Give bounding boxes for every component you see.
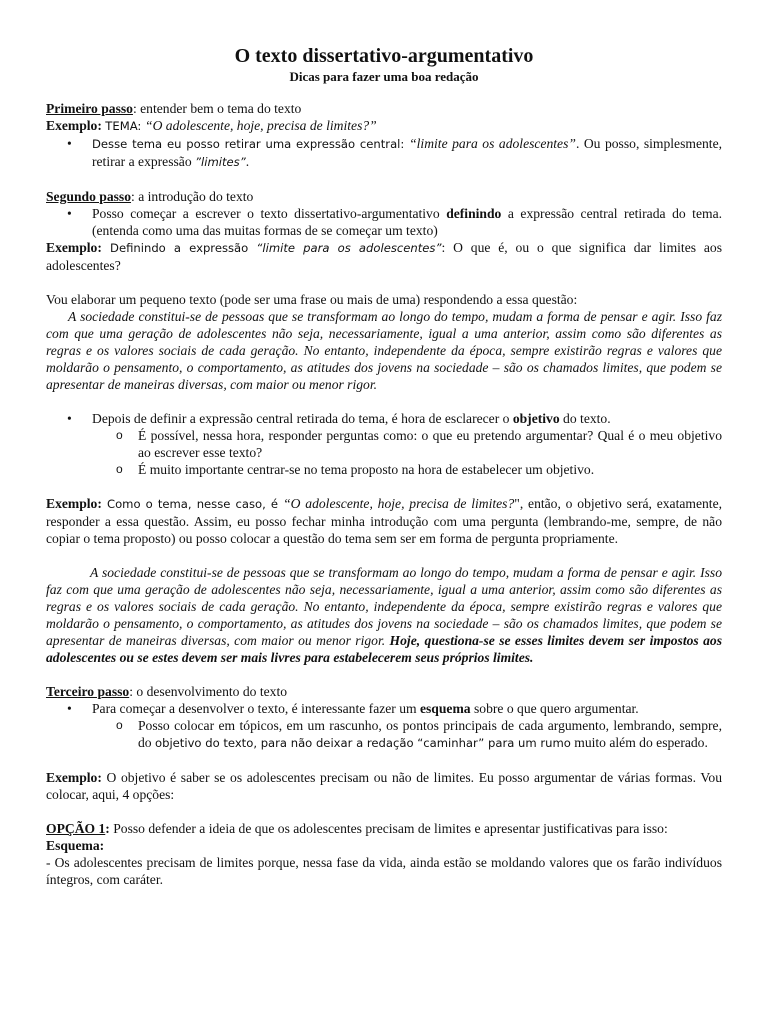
step3-heading	[46, 683, 722, 700]
step1-label: Primeiro passo	[46, 101, 133, 116]
sub-bullet-icon: o	[116, 462, 123, 476]
step3-text: : o desenvolvimento do texto	[129, 684, 288, 699]
step3-label: Terceiro passo	[46, 684, 130, 699]
step2-bullet2	[46, 410, 722, 427]
step2-bold-italic-end: Hoje, questiona-se se esses limites devem ser impostos aos adolescentes ou se estes devem ser mais livres para estabelecerem seus próprios limites.	[46, 633, 722, 665]
step2-example2-sans: Como o tema, nesse caso, é	[101, 497, 284, 511]
step3-sub-pre: Posso colocar em tópicos, em um rascunho, os pontos principais de cada argumento, lembrando, sempre, do	[138, 718, 722, 750]
step2-example	[46, 239, 722, 274]
step2-subbullet-2	[46, 461, 722, 478]
step2-para-intro: Vou elaborar um pequeno texto (pode ser uma frase ou mais de uma) respondendo a essa questão:	[46, 292, 578, 307]
step2-text: : a introdução do texto	[131, 189, 254, 204]
step2-example-sans: Definindo a expressão	[101, 241, 257, 255]
step2-bullet2-pre: Depois de definir a expressão central retirada do tema, é hora de esclarecer o	[92, 411, 513, 426]
step2-bullet2-post: do texto.	[559, 411, 611, 426]
step2-bullet2-bold: objetivo	[512, 411, 560, 426]
step2-bullet	[46, 205, 722, 239]
step2-example2-post: ", então, o objetivo será, exatamente, responder a essa questão. Assim, eu posso fechar minha introdução com uma pergunta (lembrando-me, sempre, de não copiar o tema proposto) ou posso colocar a questão do tema sem ser em forma de pergunta propriamente.	[46, 496, 723, 546]
sub-bullet-icon: o	[116, 428, 123, 442]
step1-bullet-end: .	[245, 154, 250, 169]
step3-bullet-post: sobre o que quero argumentar.	[470, 701, 639, 716]
step2-example2-label: Exemplo:	[46, 496, 102, 511]
step2-bullet-bold: definindo	[446, 206, 502, 221]
step2-example2-quote: “O adolescente, hoje, precisa de limites?	[283, 496, 515, 511]
option1-label: OPÇÃO 1	[46, 821, 106, 836]
option1-schema-label: Esquema:	[46, 838, 105, 853]
step2-sub1-text: É possível, nessa hora, responder perguntas como: o que eu pretendo argumentar? Qual é o meu objetivo ao escrever esse texto?	[138, 428, 722, 460]
bullet-icon: •	[67, 411, 72, 426]
step1-example-tema: TEMA:	[105, 119, 146, 133]
step1-example	[46, 117, 722, 135]
step2-bullet-post: a expressão central retirada do tema. (entenda como uma das muitas formas de se começar um texto)	[92, 206, 723, 238]
step2-heading	[46, 188, 722, 205]
step2-subbullet-1	[46, 427, 722, 461]
step3-sub-post: muito além do esperado.	[570, 735, 708, 750]
bullet-icon: •	[67, 136, 72, 151]
step3-example-text: O objetivo é saber se os adolescentes precisam ou não de limites. Eu posso argumentar de várias formas. Vou colocar, aqui, 4 opções:	[46, 770, 722, 802]
bullet-icon: •	[67, 701, 72, 716]
step1-example-label: Exemplo:	[46, 118, 102, 133]
step1-text: : entender bem o tema do texto	[132, 101, 302, 116]
step2-italic-paragraph: A sociedade constitui-se de pessoas que se transformam ao longo do tempo, mudam a forma de pensar e agir. Isso faz com que uma geração de adolescentes não seja, necessariamente, igual a uma anterior, assim como são diferentes as regras e os valores sociais de cada geração. No entanto, independente da época, sempre existirão regras e valores que moldarão o pensamento, o comportamento, as atitudes dos jovens na sociedade – são os chamados limites, que podem se apresentar de maneiras diversas, com maior ou menor rigor.	[46, 309, 722, 392]
document-page	[46, 44, 722, 888]
sub-bullet-icon: o	[116, 718, 123, 732]
step1-bullet-limites: ”limites”	[195, 155, 246, 169]
step2-bullet-pre: Posso começar a escrever o texto dissertativo-argumentativo	[92, 206, 447, 221]
step3-bullet	[46, 700, 722, 717]
step1-bullet-pre: Desse tema eu posso retirar uma expressão central:	[92, 137, 410, 151]
step3-bullet-bold: esquema	[419, 701, 471, 716]
page-subtitle: Dicas para fazer uma boa redação	[289, 69, 479, 84]
step2-example-label: Exemplo:	[46, 240, 102, 255]
step1-bullet-quote: “limite para os adolescentes”	[409, 136, 576, 151]
step1-example-quote: “O adolescente, hoje, precisa de limites?”	[145, 118, 377, 133]
bullet-icon: •	[67, 206, 72, 221]
option1-colon: :	[105, 821, 110, 836]
page-title: O texto dissertativo-argumentativo	[234, 45, 534, 67]
option1-text: Posso defender a ideia de que os adolescentes precisam de limites e apresentar justificativas para isso:	[109, 821, 668, 836]
step2-sub2-text: É muito importante centrar-se no tema proposto na hora de estabelecer um objetivo.	[138, 462, 595, 477]
step3-example	[46, 769, 722, 803]
step2-example-quote: “limite para os adolescentes”	[256, 241, 442, 255]
step2-example2	[46, 495, 722, 547]
step2-italic-paragraph-2	[46, 564, 722, 666]
step1-bullet-post: . Ou posso, simplesmente, retirar a expressão	[92, 136, 722, 169]
step3-example-label: Exemplo:	[46, 770, 102, 785]
step1-bullet	[46, 135, 722, 171]
option1-schema-text: - Os adolescentes precisam de limites porque, nessa fase da vida, ainda estão se moldando valores que os farão indivíduos íntegros, com caráter.	[46, 855, 722, 887]
step3-sub-sans: objetivo do texto, para não deixar a redação “caminhar” para um rumo	[155, 736, 571, 750]
step2-example-post: : O que é, ou o que significa dar limites aos adolescentes?	[46, 240, 723, 273]
step2-italic-para2-text: A sociedade constitui-se de pessoas que se transformam ao longo do tempo, mudam a forma de pensar e agir. Isso faz com que uma geração de adolescentes não seja, necessariamente, igual a uma anterior, assim como são diferentes as regras e os valores sociais de cada geração. No entanto, independente da época, sempre existirão regras e valores que moldarão o pensamento, o comportamento, as atitudes dos jovens na sociedade – são os chamados limites, que podem se apresentar de maneiras diversas, com maior ou menor rigor.	[46, 565, 722, 648]
step3-subbullet	[46, 717, 722, 752]
step3-bullet-pre: Para começar a desenvolver o texto, é interessante fazer um	[92, 701, 420, 716]
step2-label: Segundo passo	[46, 189, 132, 204]
option1-paragraph	[46, 820, 722, 837]
step1-heading	[46, 100, 722, 117]
